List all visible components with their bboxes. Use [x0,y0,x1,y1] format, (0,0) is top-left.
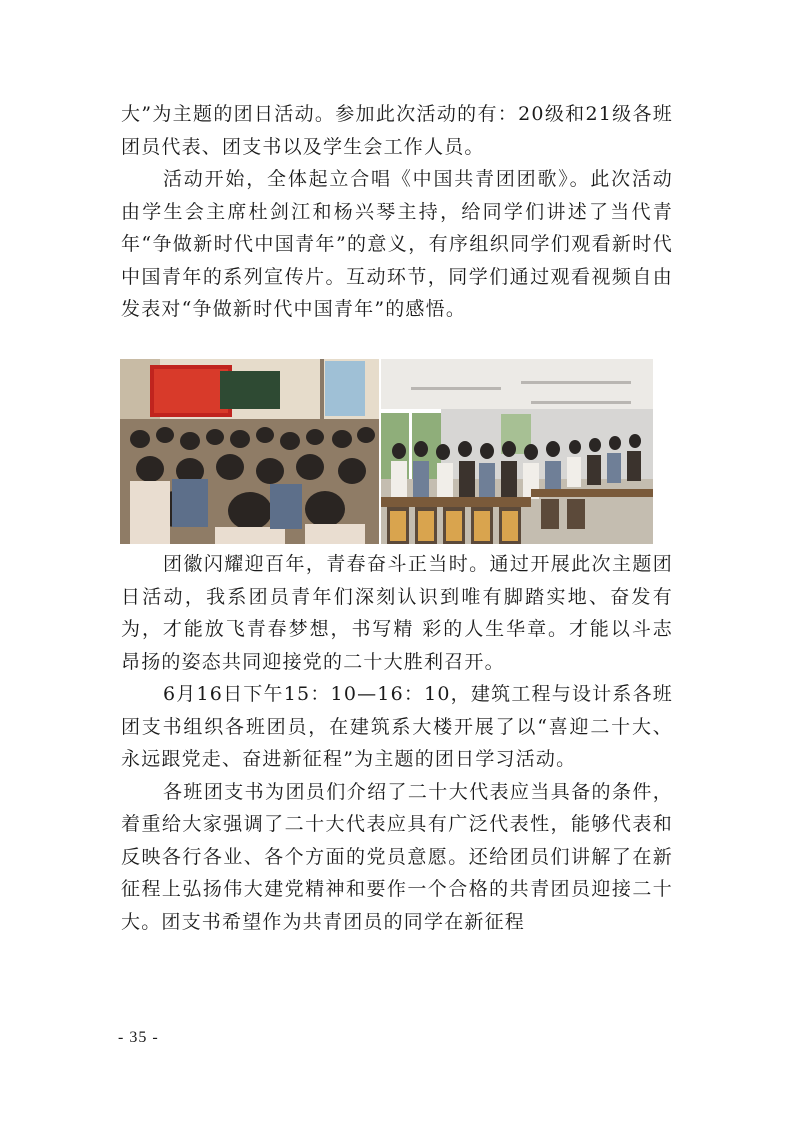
paragraph: 大”为主题的团日活动。参加此次活动的有：20级和21级各班团员代表、团支书以及学生会工作人员。 [121,103,673,158]
paragraph: 各班团支书为团员们介绍了二十大代表应当具备的条件，着重给大家强调了二十大代表应具有广泛代表性，能够代表和反映各行各业、各个方面的党员意愿。还给团员们讲解了在新征程上弘扬伟大建党精神和要作一个合格的共青团员迎接二十大。团支书希望作为共青团员的同学在新征程 [121,780,673,933]
paragraph: 活动开始，全体起立合唱《中国共青团团歌》。此次活动由学生会主席杜剑江和杨兴琴主持，给同学们讲述了当代青年“争做新时代中国青年”的意义，有序组织同学们观看新时代中国青年的系列宣传片。互动环节，同学们通过观看视频自由发表对“争做新时代中国青年”的感悟。 [121,168,673,320]
text-block-bottom [121,548,673,938]
paragraph: 团徽闪耀迎百年，青春奋斗正当时。通过开展此次主题团日活动，我系团员青年们深刻认识到唯有脚踏实地、奋发有为，才能放飞青春梦想，书写精 彩的人生华章。才能以斗志昂扬的姿态共同迎接党的二十大胜利召开。 [121,553,673,673]
paragraph: 6月16日下午15：10—16：10，建筑工程与设计系各班团支书组织各班团员，在建筑系大楼开展了以“喜迎二十大、永远跟党走、奋进新征程”为主题的团日学习活动。 [121,683,673,770]
text-block-top [121,98,673,326]
page-number: - 35 - [118,1029,159,1046]
classroom-photo-right [381,359,653,544]
photo-row [120,359,653,544]
classroom-photo-left [120,359,379,544]
